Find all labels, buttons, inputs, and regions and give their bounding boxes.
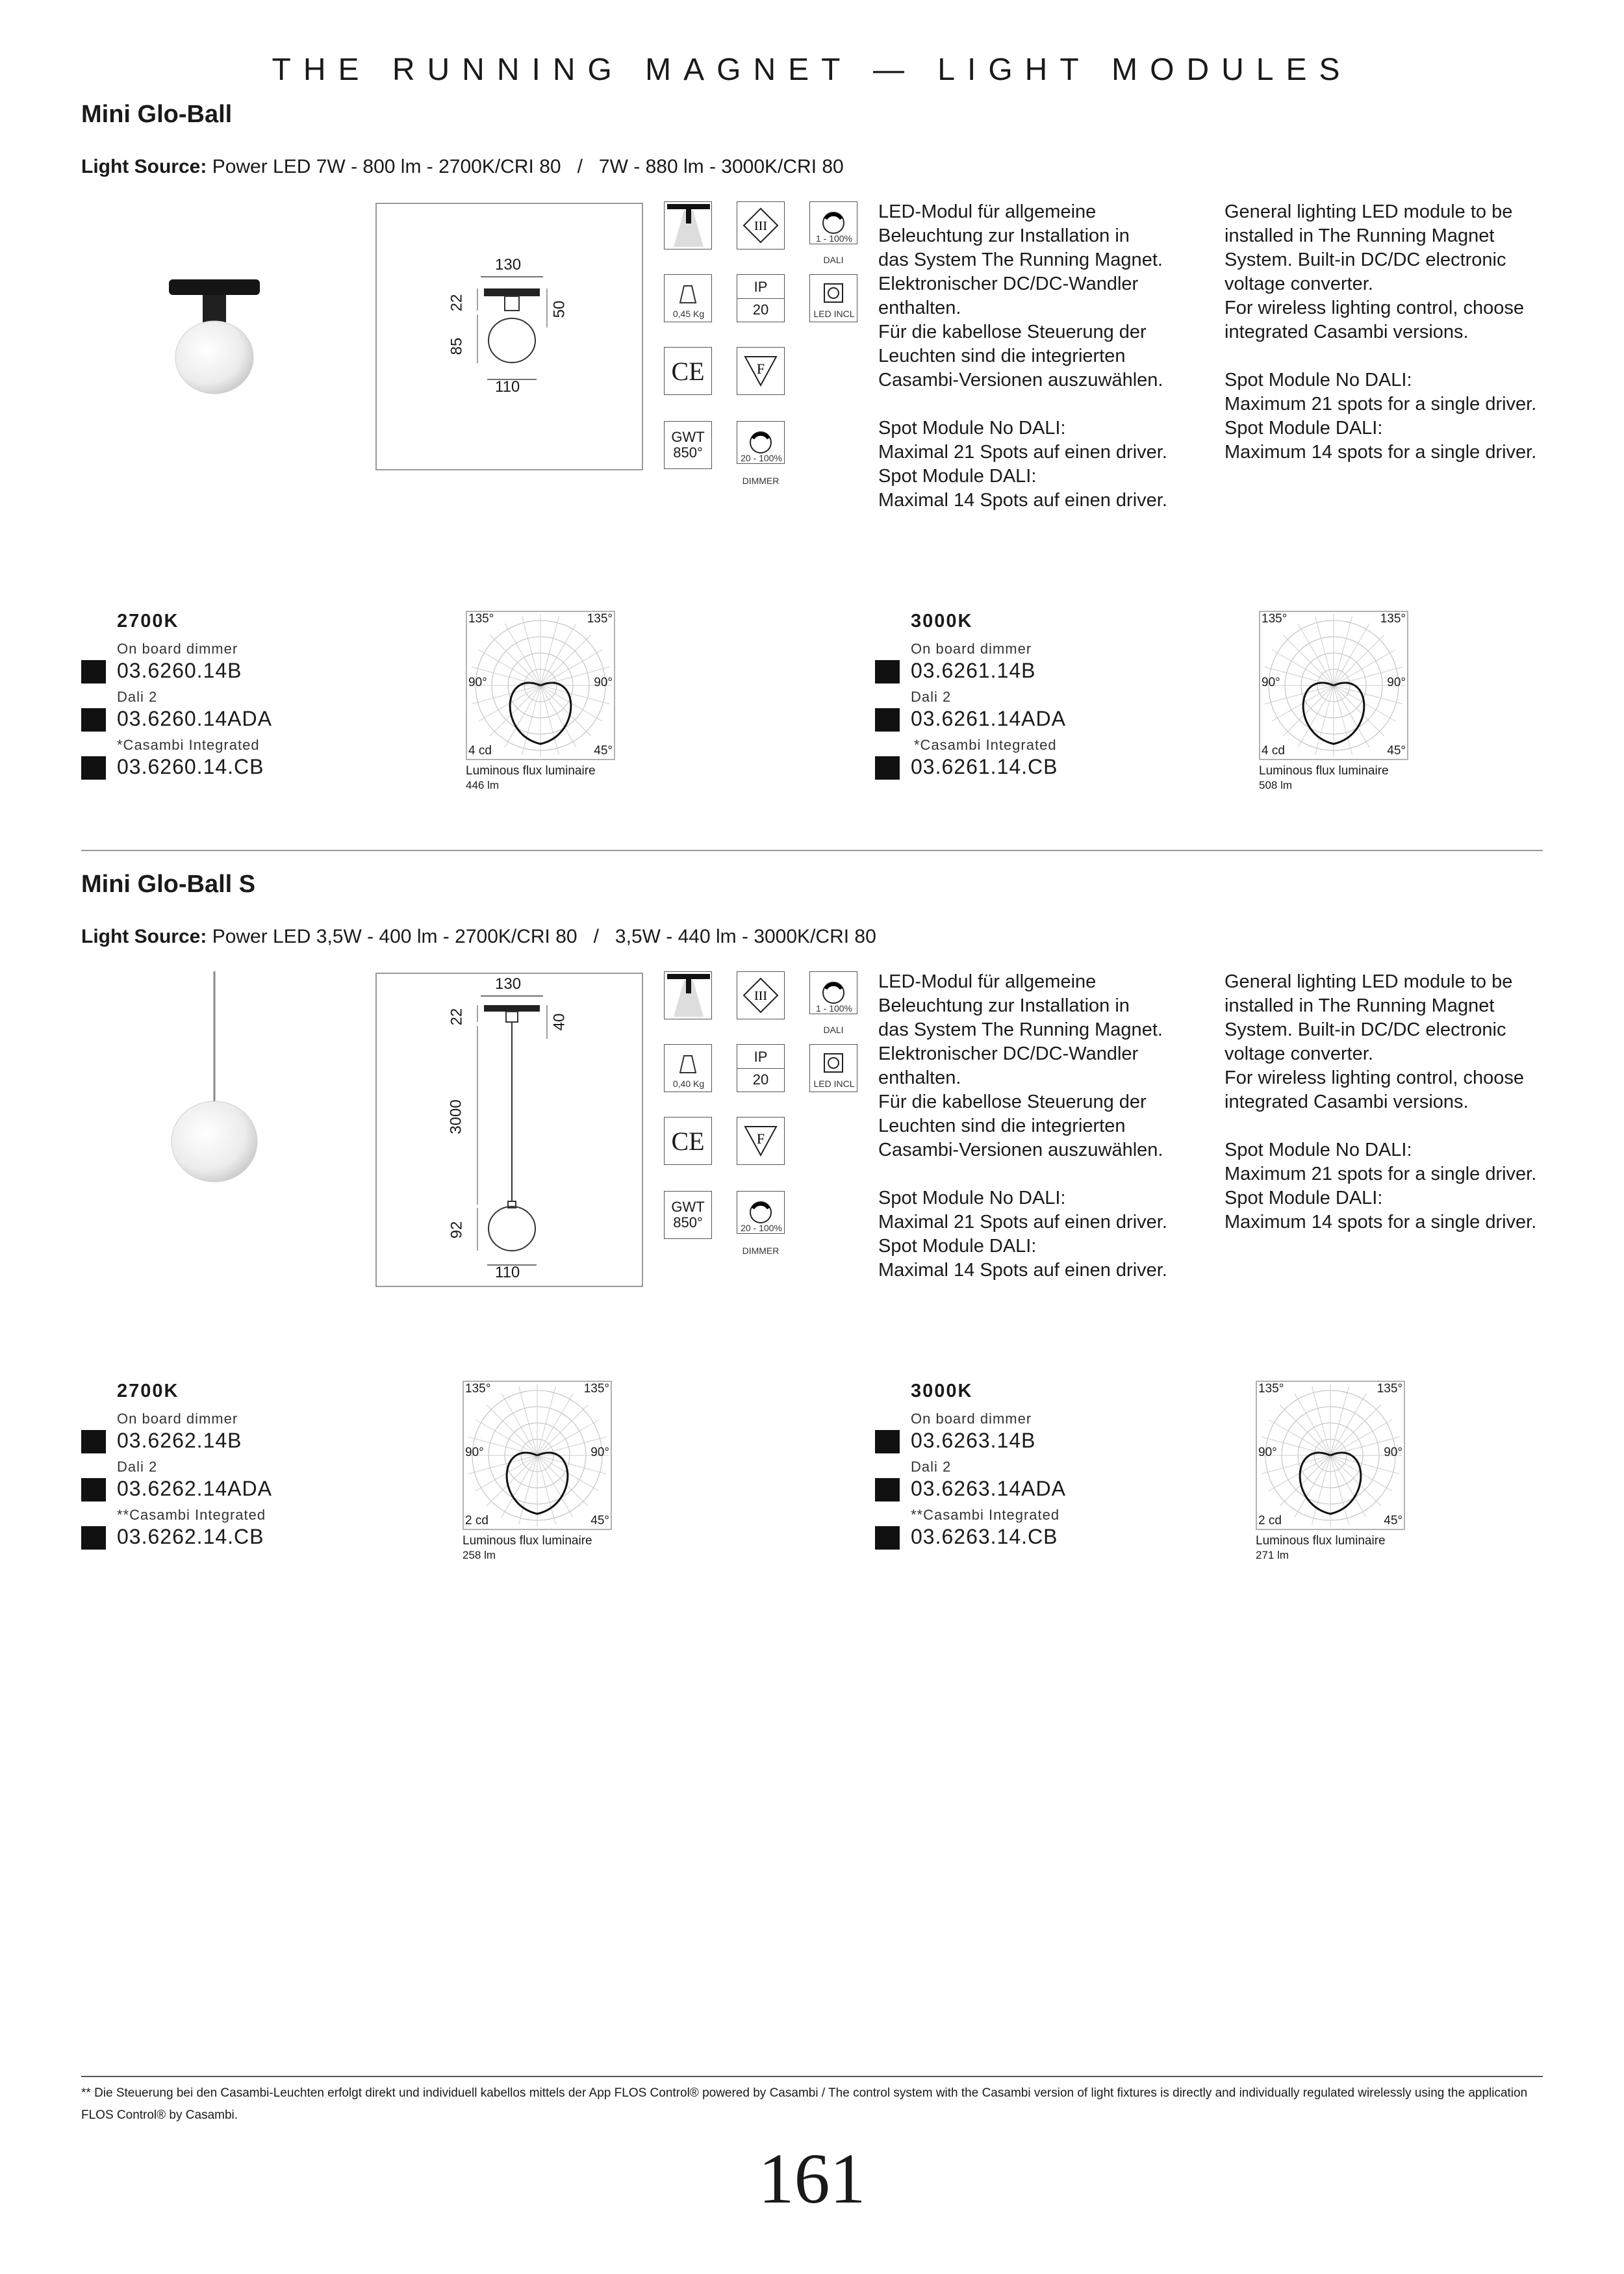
dim-height-right: 50 (550, 300, 568, 318)
color-temp: 2700K (117, 1381, 179, 1401)
product-photo-mini-glo-ball-s (162, 971, 266, 1189)
polar-label-br: 45° (1384, 1514, 1402, 1527)
section-divider (81, 850, 1543, 851)
dali-range: 1 - 100% (815, 233, 853, 244)
weight-value: 0,40 Kg (672, 1079, 705, 1089)
variant-label: Dali 2 (117, 1459, 158, 1475)
dim-height-bottom: 85 (448, 337, 466, 355)
light-source (81, 156, 844, 178)
class-iii-icon (737, 971, 785, 1019)
led-included-label: LED INCL (813, 309, 855, 319)
dimmer-label: DIMMER (742, 1246, 780, 1256)
dimmer-label: DIMMER (742, 476, 780, 486)
color-temp: 3000K (911, 611, 973, 632)
polar-label-mr: 90° (594, 676, 613, 689)
dali-dimming-icon (809, 971, 857, 1014)
article-code: 03.6263.14.CB (911, 1525, 1058, 1548)
color-temp: 3000K (911, 1381, 973, 1401)
dim-width-bottom: 110 (495, 378, 520, 396)
track-spot-icon (664, 971, 712, 1019)
footer-divider (81, 2076, 1543, 2077)
dim-height-bottom: 92 (448, 1221, 466, 1239)
polar-label-tl: 135° (1262, 612, 1288, 626)
finish-swatch (875, 1430, 900, 1453)
article-code: 03.6261.14B (911, 659, 1036, 682)
article-code: 03.6261.14.CB (911, 755, 1058, 778)
article-code: 03.6263.14ADA (911, 1477, 1066, 1500)
flux-value: 271 lm (1256, 1549, 1289, 1561)
finish-swatch (81, 660, 106, 683)
article-code: 03.6262.14ADA (117, 1477, 272, 1500)
polar-caption (1259, 764, 1389, 793)
finish-swatch (81, 1430, 106, 1453)
finish-swatch (875, 1478, 900, 1501)
ce-mark-icon: CE (664, 347, 712, 395)
ip-label: IP (737, 279, 784, 299)
ip-rating-icon (737, 274, 785, 322)
ip-rating-icon (737, 1044, 785, 1092)
dimmer-icon (737, 1191, 785, 1234)
description-en: General lighting LED module to be installed in The Running Magnet System. Built-in DC/DC electronic voltage converter. For wireless lighting control, choose integrated Casambi versions. Spot Module No DALI: Maximum 21 spots for a single driver. Spot Module DALI: Maximum 14 spots for a single driver. (1224, 201, 1537, 463)
ip-label: IP (737, 1049, 784, 1069)
svg-text:F: F (756, 361, 765, 377)
description-en: General lighting LED module to be installed in The Running Magnet System. Built-in DC/DC electronic voltage converter. For wireless lighting control, choose integrated Casambi versions. Spot Module No DALI: Maximum 21 spots for a single driver. Spot Module DALI: Maximum 14 spots for a single driver. (1224, 971, 1537, 1233)
feature-icons (664, 201, 859, 487)
light-source-label: Light Source: (81, 156, 207, 177)
class-iii-icon (737, 201, 785, 249)
ip-value: 20 (752, 1071, 769, 1088)
code-block-3000k (875, 611, 1239, 806)
f-mark-icon (737, 347, 785, 395)
polar-caption (466, 764, 596, 793)
polar-label-tr: 135° (583, 1382, 609, 1396)
led-included-icon (809, 274, 857, 322)
dim-width-top: 130 (495, 256, 522, 274)
dim-width-bottom: 110 (495, 1264, 520, 1281)
polar-label-bl: 2 cd (465, 1514, 488, 1527)
variant-label: Dali 2 (911, 1459, 952, 1475)
svg-text:III: III (754, 989, 767, 1003)
dali-label: DALI (823, 1025, 844, 1035)
light-source-value: Power LED 3,5W - 400 lm - 2700K/CRI 80 / 3,5W - 440 lm - 3000K/CRI 80 (212, 926, 876, 947)
polar-label-mr: 90° (590, 1446, 609, 1459)
polar-diagram (1256, 1381, 1405, 1537)
article-code: 03.6262.14.CB (117, 1525, 264, 1548)
dali-dimming-icon (809, 201, 857, 244)
polar-diagram (463, 1381, 612, 1537)
flux-value: 258 lm (463, 1549, 496, 1561)
variant-label: **Casambi Integrated (117, 1507, 266, 1523)
polar-diagram (466, 611, 615, 767)
track-spot-icon (664, 201, 712, 249)
finish-swatch (875, 660, 900, 683)
page-header: THE RUNNING MAGNET — LIGHT MODULES (272, 53, 1352, 87)
finish-swatch (81, 756, 106, 780)
ip-value: 20 (752, 301, 769, 318)
weight-icon (664, 274, 712, 322)
dim-height-top: 22 (448, 1008, 466, 1026)
polar-label-ml: 90° (1258, 1446, 1277, 1459)
page-number: 161 (758, 2139, 866, 2218)
light-source-value: Power LED 7W - 800 lm - 2700K/CRI 80 / 7W - 880 lm - 3000K/CRI 80 (212, 156, 844, 177)
product-photo-mini-glo-ball (162, 273, 266, 403)
article-code: 03.6261.14ADA (911, 707, 1066, 730)
finish-swatch (875, 756, 900, 780)
code-block-2700k (81, 1381, 445, 1576)
variant-label: On board dimmer (911, 641, 1032, 657)
finish-swatch (81, 1478, 106, 1501)
article-code: 03.6260.14ADA (117, 707, 272, 730)
finish-swatch (81, 1526, 106, 1550)
code-block-3000k (875, 1381, 1239, 1576)
dimmer-icon (737, 421, 785, 464)
description-de: LED-Modul für allgemeine Beleuchtung zur Installation in das System The Running Magnet. Elektronischer DC/DC-Wandler enthalten. Für die kabellose Steuerung der Leuchten sind die integrierten Casambi-Versionen auszuwählen. Spot Module No DALI: Maximal 21 Spots auf einen driver. Spot Module DALI: Maximal 14 Spots auf einen driver. (878, 971, 1167, 1281)
dali-label: DALI (823, 255, 844, 265)
feature-icons (664, 971, 859, 1257)
light-source-label: Light Source: (81, 926, 207, 947)
gwt-icon: GWT 850° (664, 1191, 712, 1239)
svg-text:F: F (756, 1131, 765, 1147)
variant-label: On board dimmer (117, 641, 238, 657)
polar-diagram (1259, 611, 1408, 767)
dali-range: 1 - 100% (815, 1003, 853, 1014)
dim-height-top: 22 (448, 294, 466, 312)
variant-label: On board dimmer (117, 1411, 238, 1427)
article-code: 03.6263.14B (911, 1429, 1036, 1452)
polar-label-ml: 90° (465, 1446, 484, 1459)
footnote: ** Die Steuerung bei den Casambi-Leuchten erfolgt direkt und individuell kabellos mittels der App FLOS Control® powered by Casambi / The control system with the Casambi version of light fixtures is directly and individually regulated wirelessly using the application FLOS Control® by Casambi. (81, 2086, 1528, 2122)
polar-label-ml: 90° (1262, 676, 1280, 689)
light-source (81, 926, 876, 948)
polar-label-mr: 90° (1384, 1446, 1402, 1459)
flux-value: 446 lm (466, 779, 500, 791)
dim-cable-length: 3000 (447, 1099, 465, 1134)
dim-height-right: 40 (550, 1013, 568, 1031)
polar-label-br: 45° (590, 1514, 609, 1527)
polar-label-tr: 135° (1377, 1382, 1402, 1396)
polar-label-bl: 4 cd (468, 744, 492, 758)
polar-label-br: 45° (1387, 744, 1406, 758)
polar-label-tl: 135° (468, 612, 494, 626)
variant-label: *Casambi Integrated (117, 737, 260, 753)
variant-label: *Casambi Integrated (914, 737, 1057, 753)
article-code: 03.6260.14.CB (117, 755, 264, 778)
led-included-icon (809, 1044, 857, 1092)
technical-drawing (375, 973, 643, 1287)
technical-drawing (375, 203, 643, 470)
polar-label-tr: 135° (1380, 612, 1406, 626)
product-title: Mini Glo-Ball S (81, 871, 256, 898)
variant-label: Dali 2 (911, 689, 952, 705)
f-mark-icon (737, 1117, 785, 1165)
polar-label-tr: 135° (587, 612, 613, 626)
product-title: Mini Glo-Ball (81, 101, 233, 128)
polar-label-bl: 2 cd (1258, 1514, 1282, 1527)
polar-label-ml: 90° (468, 676, 487, 689)
weight-value: 0,45 Kg (672, 309, 705, 319)
finish-swatch (875, 1526, 900, 1550)
variant-label: On board dimmer (911, 1411, 1032, 1427)
svg-text:III: III (754, 219, 767, 233)
ce-mark-icon: CE (664, 1117, 712, 1165)
polar-caption (463, 1534, 592, 1563)
polar-label-br: 45° (594, 744, 613, 758)
dimmer-range: 20 - 100% (741, 453, 782, 463)
flux-value: 508 lm (1259, 779, 1293, 791)
polar-label-bl: 4 cd (1262, 744, 1285, 758)
description-de: LED-Modul für allgemeine Beleuchtung zur Installation in das System The Running Magnet. Elektronischer DC/DC-Wandler enthalten. Für die kabellose Steuerung der Leuchten sind die integrierten Casambi-Versionen auszuwählen. Spot Module No DALI: Maximal 21 Spots auf einen driver. Spot Module DALI: Maximal 14 Spots auf einen driver. (878, 201, 1167, 511)
finish-swatch (875, 708, 900, 732)
flux-caption: Luminous flux luminaire (1259, 764, 1389, 778)
variant-label: Dali 2 (117, 689, 158, 705)
polar-caption (1256, 1534, 1386, 1563)
polar-label-mr: 90° (1387, 676, 1406, 689)
led-included-label: LED INCL (813, 1079, 855, 1089)
dimmer-range: 20 - 100% (741, 1223, 782, 1233)
gwt-icon: GWT 850° (664, 421, 712, 469)
polar-label-tl: 135° (465, 1382, 491, 1396)
flux-caption: Luminous flux luminaire (463, 1534, 592, 1548)
flux-caption: Luminous flux luminaire (466, 764, 596, 778)
article-code: 03.6262.14B (117, 1429, 242, 1452)
article-code: 03.6260.14B (117, 659, 242, 682)
weight-icon (664, 1044, 712, 1092)
code-block-2700k (81, 611, 445, 806)
variant-label: **Casambi Integrated (911, 1507, 1060, 1523)
polar-label-tl: 135° (1258, 1382, 1284, 1396)
finish-swatch (81, 708, 106, 732)
color-temp: 2700K (117, 611, 179, 632)
dim-width-top: 130 (495, 975, 522, 993)
flux-caption: Luminous flux luminaire (1256, 1534, 1386, 1548)
